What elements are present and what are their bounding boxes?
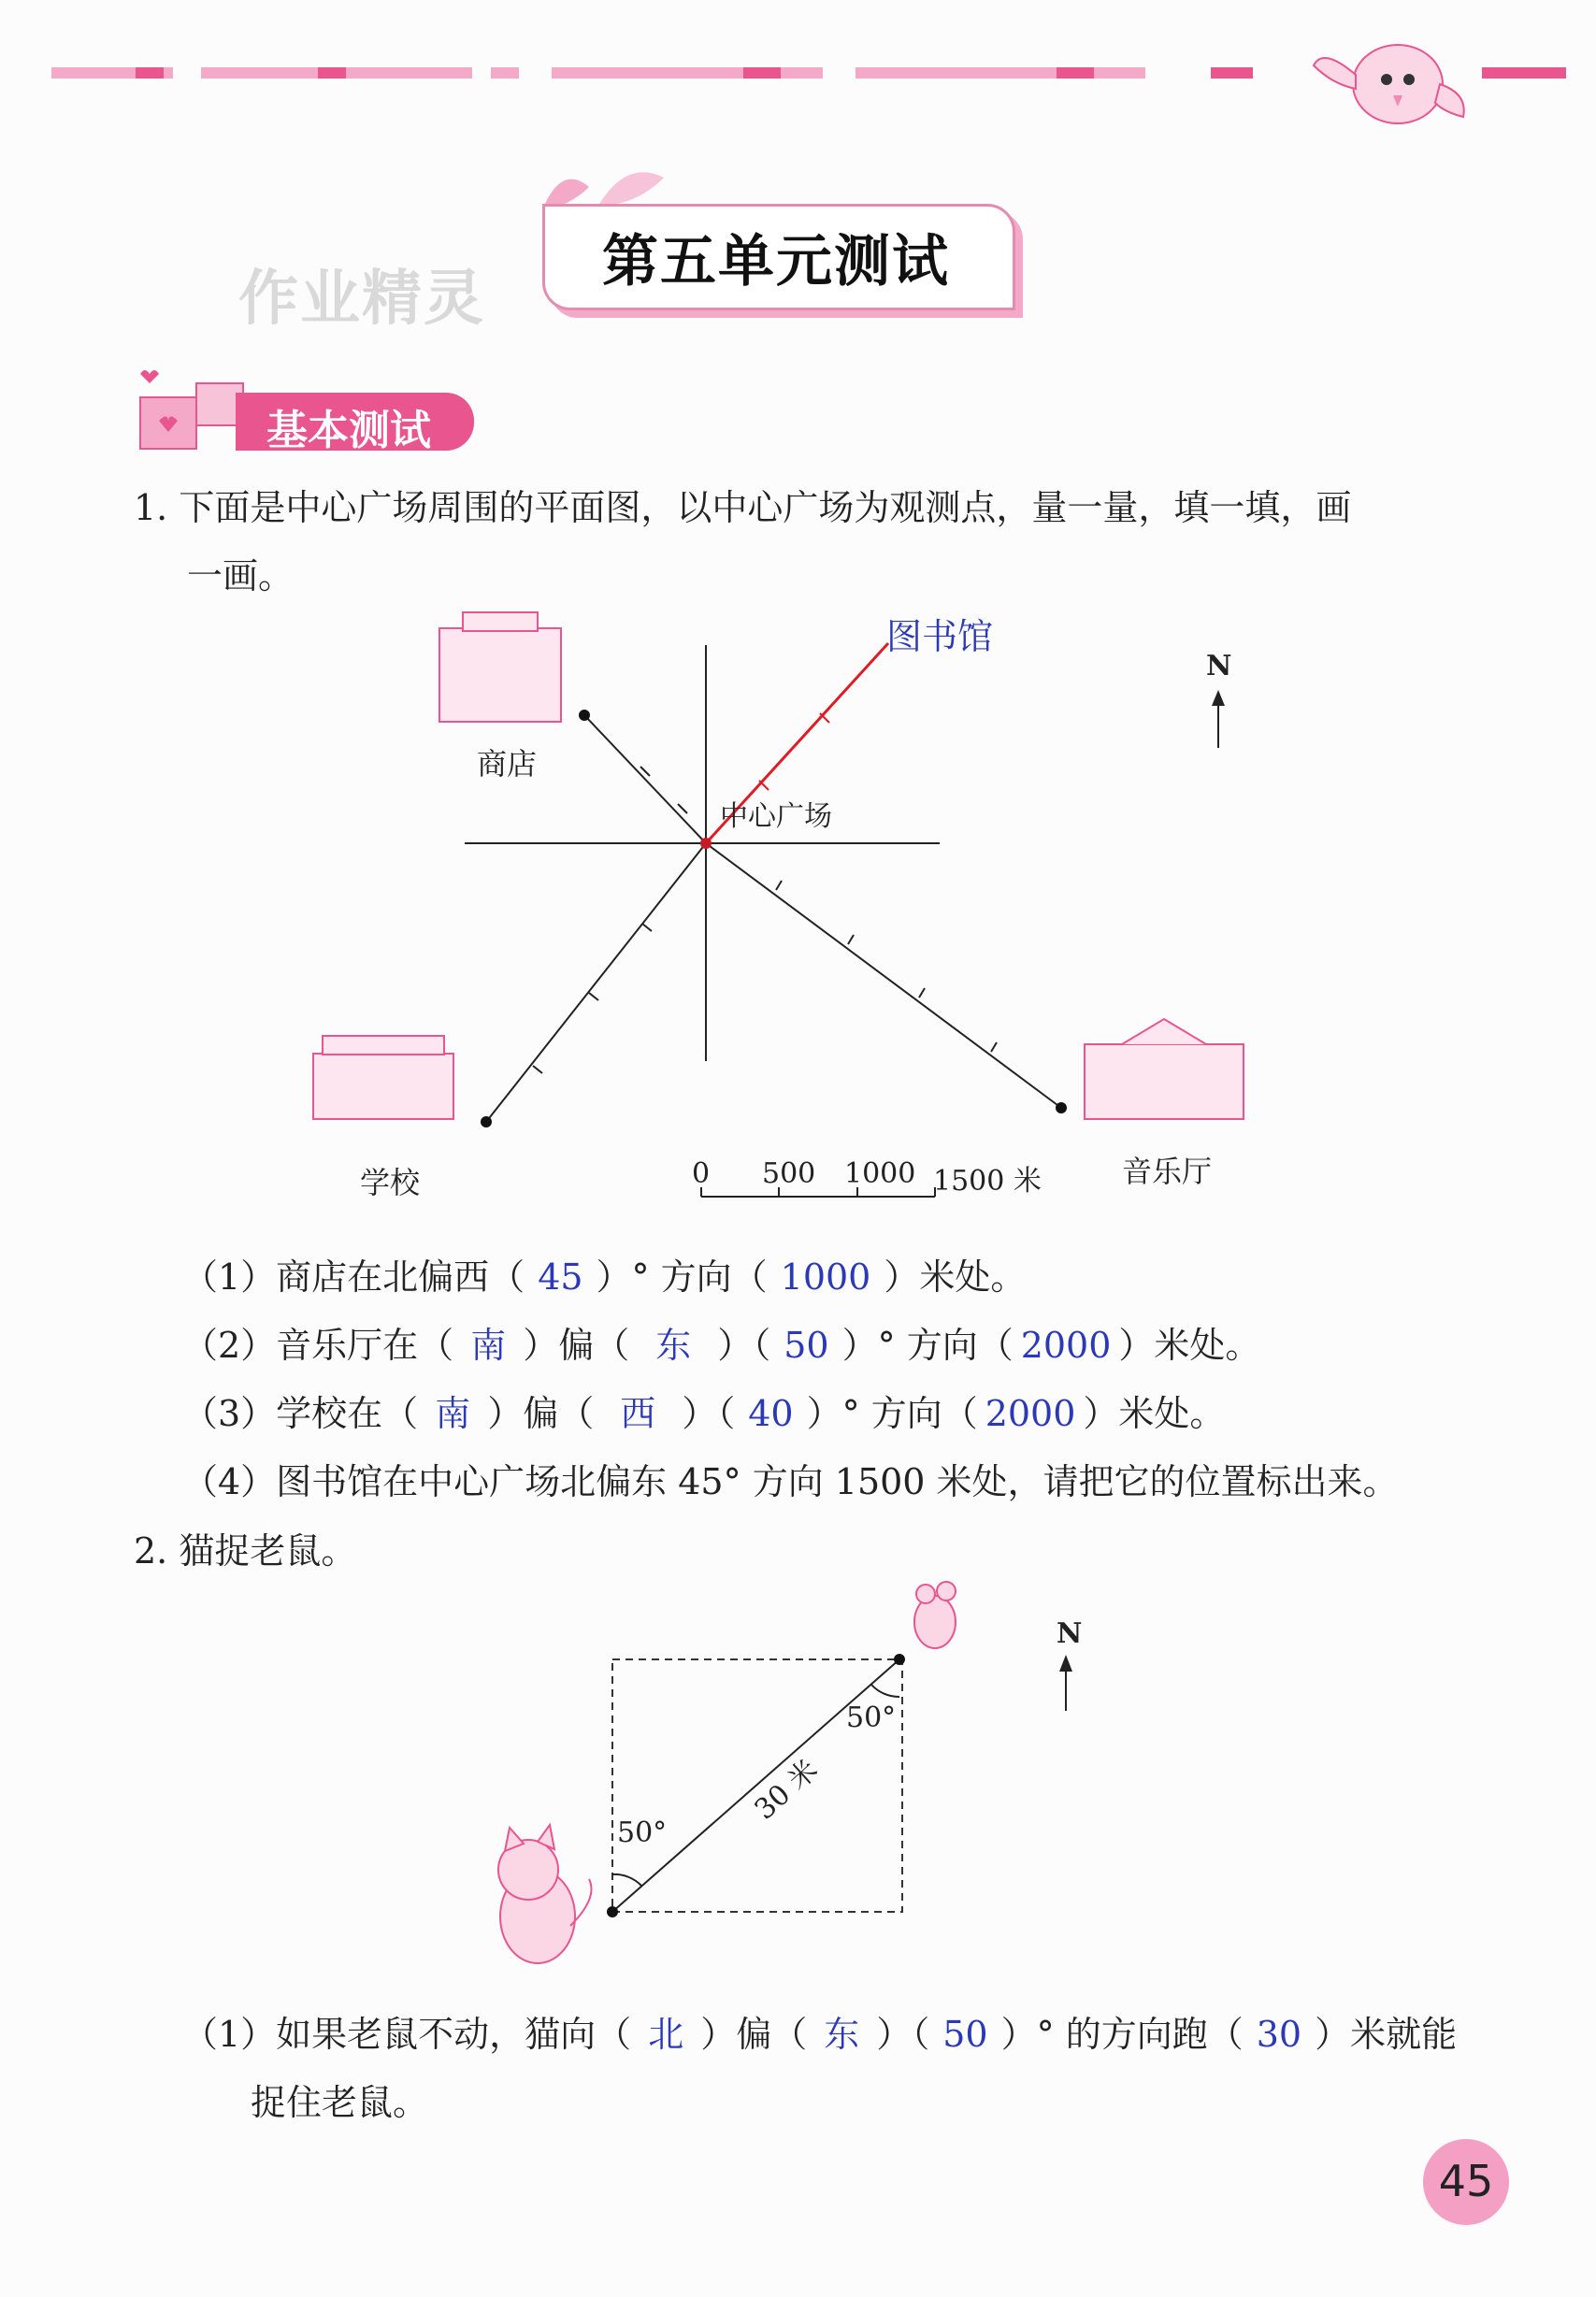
bird-illustration [1304, 28, 1473, 140]
section-title: 基本测试 [266, 407, 431, 454]
angle-top: 50° [846, 1701, 897, 1734]
north-label: N [1206, 650, 1232, 682]
page-number: 45 [1438, 2156, 1494, 2206]
label-school: 学校 [360, 1165, 421, 1200]
label-shop: 商店 [477, 746, 538, 782]
q2-sub1: （1）如果老鼠不动，猫向（ 北 ）偏（ 东 ）（ 50 ）° 的方向跑（ 30 ）米就能 [182, 2014, 1458, 2055]
scale-500: 500 [762, 1157, 816, 1190]
angle-bottom: 50° [617, 1816, 668, 1849]
q1-map [280, 589, 1309, 1234]
cube-icon [131, 355, 252, 458]
q1-sub3: （3）学校在（ 南 ）偏（ 西 ）（ 40 ）° 方向（ 2000 ）米处。 [182, 1393, 1226, 1434]
q1-sub1: （1）商店在北偏西（ 45 ）° 方向（ 1000 ）米处。 [182, 1256, 1027, 1298]
distance-label: 30 米 [748, 1753, 825, 1827]
q1-sub4: （4）图书馆在中心广场北偏东 45° 方向 1500 米处，请把它的位置标出来。 [182, 1461, 1399, 1502]
label-library: 图书馆 [886, 616, 994, 657]
q2-north-label: N [1057, 1617, 1083, 1650]
q1-sub2: （2）音乐厅在（ 南 ）偏（ 东 ）（ 50 ）° 方向（ 2000 ）米处。 [182, 1325, 1261, 1366]
q2-text: 2. 猫捉老鼠。 [134, 1530, 357, 1572]
label-center: 中心广场 [720, 800, 832, 833]
scale-0: 0 [692, 1157, 711, 1190]
watermark: 作业精灵 [238, 265, 485, 334]
label-hall: 音乐厅 [1122, 1154, 1213, 1189]
scale-1500: 1500 米 [933, 1165, 1042, 1198]
page-title: 第五单元测试 [602, 229, 950, 294]
q2-sub1-line2: 捉住老鼠。 [251, 2082, 429, 2123]
q1-text-line2: 一画。 [187, 555, 295, 596]
q1-text-line1: 1. 下面是中心广场周围的平面图，以中心广场为观测点，量一量，填一填，画 [134, 487, 1352, 528]
scale-1000: 1000 [844, 1157, 916, 1190]
